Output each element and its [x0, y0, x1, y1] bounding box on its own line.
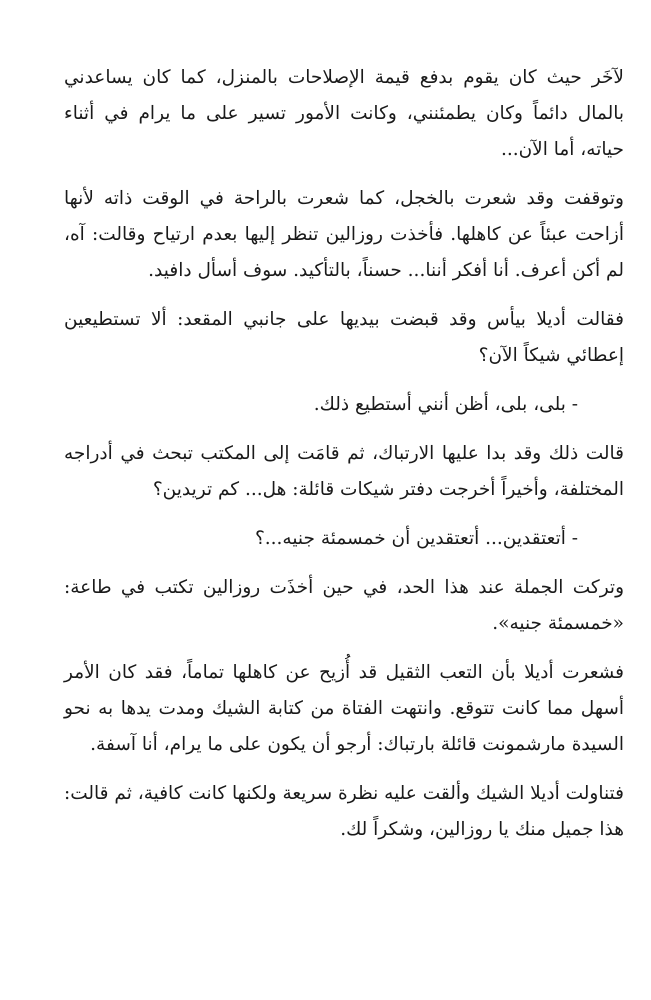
dialogue-line-2: - أتعتقدين... أتعتقدين أن خمسمئة جنيه...؟ — [254, 528, 578, 549]
paragraph-5: وتركت الجملة عند هذا الحد، في حين أخذَت روزالين تكتب في طاعة: «خمسمئة جنيه». — [64, 577, 624, 634]
paragraph-4: قالت ذلك وقد بدا عليها الارتباك، ثم قامَت إلى المكتب تبحث في أدراجه المختلفة، وأخيراً أخرجت دفتر شيكات قائلة: هل... كم تريدين؟ — [64, 443, 624, 500]
paragraph-6: فشعرت أديلا بأن التعب الثقيل قد أُزيح عن كاهلها تماماً، فقد كان الأمر أسهل مما كانت تتوقع. وانتهت الفتاة من كتابة الشيك ومدت يدها به نحو السيدة مارشمونت قائلة بارتباك: أرجو أن يكون على ما يرام، أنا آسفة. — [64, 662, 624, 755]
book-page — [64, 60, 624, 861]
paragraph-3: فقالت أديلا بيأس وقد قبضت بيديها على جانبي المقعد: ألا تستطيعين إعطائي شيكاً الآن؟ — [64, 309, 624, 366]
paragraph-7: فتناولت أديلا الشيك وألقت عليه نظرة سريعة ولكنها كانت كافية، ثم قالت: هذا جميل منك يا روزالين، وشكراً لك. — [64, 783, 624, 840]
dialogue-line-1: - بلى، بلى، أظن أنني أستطيع ذلك. — [313, 394, 578, 415]
paragraph-2: وتوقفت وقد شعرت بالخجل، كما شعرت بالراحة في الوقت ذاته لأنها أزاحت عبئاً عن كاهلها. فأخذت روزالين تنظر إليها بعدم ارتياح وقالت: آه، لم أكن أعرف. أنا أفكر أننا... حسناً، بالتأكيد. سوف أسأل دافيد. — [64, 188, 624, 281]
paragraph-1: لآخَر حيث كان يقوم بدفع قيمة الإصلاحات بالمنزل، كما كان يساعدني بالمال دائماً وكان يطمئنني، وكانت الأمور تسير على ما يرام في أثناء حياته، أما الآن... — [64, 67, 624, 160]
